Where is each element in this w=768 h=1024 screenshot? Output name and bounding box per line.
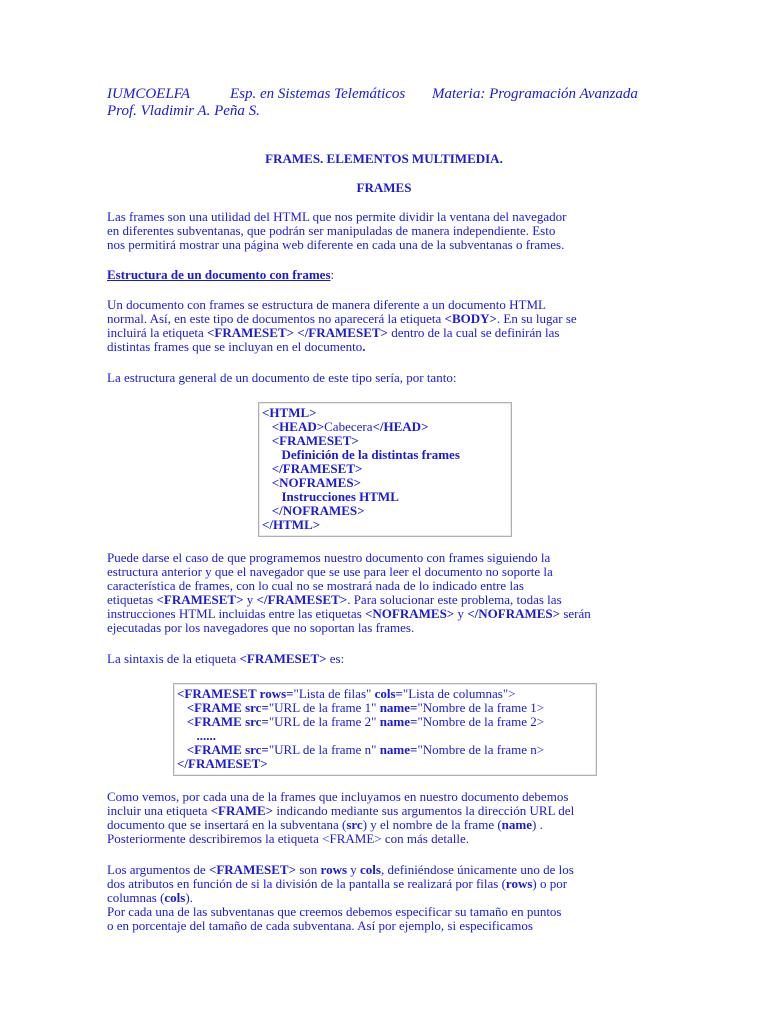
code-block-frameset-syntax xyxy=(173,683,597,776)
header-institution: IUMCOELFA xyxy=(107,86,191,102)
code-block-structure xyxy=(258,402,512,537)
paragraph-line: Por cada una de las subventanas que creemos debemos especificar su tamaño en puntos xyxy=(107,904,562,919)
paragraph-line: o en porcentaje del tamaño de cada subventana. Así por ejemplo, si especificamos xyxy=(107,918,533,933)
code-line: </FRAMESET> xyxy=(177,756,268,771)
code-line: </NOFRAMES> xyxy=(262,503,365,518)
paragraph-line: Los argumentos de <FRAMESET> son rows y cols, definiéndose únicamente uno de los xyxy=(107,862,574,877)
paragraph-line: nos permitirá mostrar una página web diferente en cada una de la subventanas o frames. xyxy=(107,237,565,252)
code-line: <HTML> xyxy=(262,405,317,420)
code-line: <NOFRAMES> xyxy=(262,475,361,490)
paragraph-line: estructura anterior y que el navegador que se use para leer el documento no soporte la xyxy=(107,564,553,579)
section-heading: Estructura de un documento con frames: xyxy=(107,267,335,282)
paragraph-line: Posteriormente describiremos la etiqueta <FRAME> con más detalle. xyxy=(107,831,469,846)
code-line: </HTML> xyxy=(262,517,321,532)
code-line: Definición de la distintas frames xyxy=(262,447,460,462)
paragraph-line: La sintaxis de la etiqueta <FRAMESET> es: xyxy=(107,651,345,666)
code-line: <HEAD>Cabecera</HEAD> xyxy=(262,419,429,434)
paragraph-line: instrucciones HTML incluidas entre las etiquetas <NOFRAMES> y </NOFRAMES> serán xyxy=(107,606,591,621)
code-line: ...... xyxy=(177,728,216,743)
document-subtitle: FRAMES xyxy=(356,180,412,195)
paragraph-line: La estructura general de un documento de este tipo sería, por tanto: xyxy=(107,370,457,385)
paragraph-line: ejecutadas por los navegadores que no soportan las frames. xyxy=(107,620,415,635)
paragraph-line: dos atributos en función de si la división de la pantalla se realizará por filas (rows) o por xyxy=(107,876,568,891)
section-heading-text: Estructura de un documento con frames xyxy=(107,267,331,282)
paragraph-line: característica de frames, con lo cual no se mostrará nada de lo indicado entre las xyxy=(107,578,524,593)
paragraph-line: columnas (cols). xyxy=(107,890,193,905)
header-professor: Prof. Vladimir A. Peña S. xyxy=(107,103,260,119)
paragraph-line: Las frames son una utilidad del HTML que nos permite dividir la ventana del navegador xyxy=(107,209,567,224)
paragraph-line: incluir una etiqueta <FRAME> indicando mediante sus argumentos la dirección URL del xyxy=(107,803,575,818)
paragraph-line: en diferentes subventanas, que podrán ser manipuladas de manera independiente. Esto xyxy=(107,223,556,238)
code-line: <FRAME src="URL de la frame 2" name="Nombre de la frame 2> xyxy=(177,714,545,729)
paragraph-line: documento que se insertará en la subventana (src) y el nombre de la frame (name) . xyxy=(107,817,543,832)
paragraph-line: Un documento con frames se estructura de manera diferente a un documento HTML xyxy=(107,297,546,312)
header-subject: Materia: Programación Avanzada xyxy=(432,86,638,102)
paragraph-line: etiquetas <FRAMESET> y </FRAMESET>. Para solucionar este problema, todas las xyxy=(107,592,562,607)
code-line: <FRAME src="URL de la frame 1" name="Nombre de la frame 1> xyxy=(177,700,545,715)
paragraph-line: Como vemos, por cada una de la frames que incluyamos en nuestro documento debemos xyxy=(107,789,569,804)
header-specialization: Esp. en Sistemas Telemáticos xyxy=(230,86,406,102)
document-title: FRAMES. ELEMENTOS MULTIMEDIA. xyxy=(265,151,503,166)
code-line: </FRAMESET> xyxy=(262,461,363,476)
paragraph-line: Puede darse el caso de que programemos nuestro documento con frames siguiendo la xyxy=(107,550,551,565)
paragraph-line: incluirá la etiqueta <FRAMESET> </FRAMESET> dentro de la cual se definirán las xyxy=(107,325,560,340)
code-line: Instrucciones HTML xyxy=(262,489,399,504)
code-line: <FRAMESET> xyxy=(262,433,359,448)
paragraph-line: normal. Así, en este tipo de documentos no aparecerá la etiqueta <BODY>. En su lugar se xyxy=(107,311,577,326)
paragraph-line: distintas frames que se incluyan en el documento. xyxy=(107,339,366,354)
code-line: <FRAMESET rows="Lista de filas" cols="Lista de columnas"> xyxy=(177,686,516,701)
code-line: <FRAME src="URL de la frame n" name="Nombre de la frame n> xyxy=(177,742,545,757)
